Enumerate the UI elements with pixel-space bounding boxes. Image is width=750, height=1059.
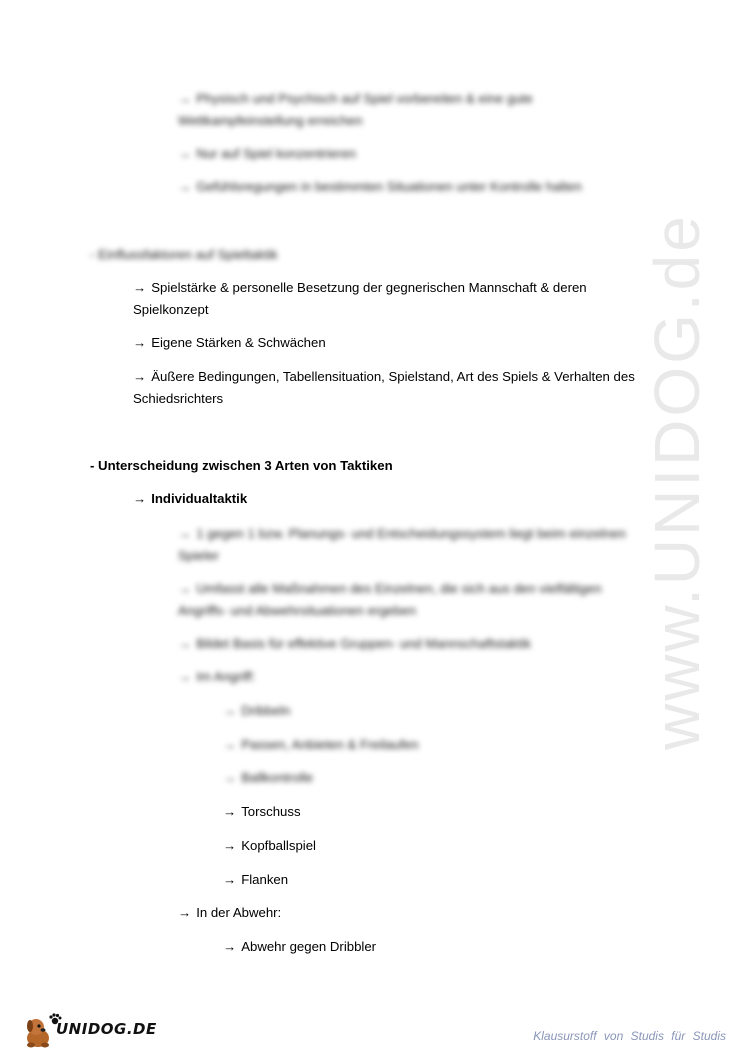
list-item-continuation: Angriffs- und Abwehrsituationen ergeben <box>178 603 417 618</box>
list-item: → Eigene Stärken & Schwächen <box>133 335 326 350</box>
footer-tagline: Klausurstoff von Studis für Studis <box>533 1029 726 1043</box>
unidog-logo[interactable] <box>22 1012 162 1052</box>
logo-text: UNIDOG.DE <box>56 1020 157 1038</box>
list-item: → Flanken <box>223 872 289 887</box>
list-item: → Spielstärke & personelle Besetzung der gegnerischen Mannschaft & deren <box>133 280 587 295</box>
list-item: → Torschuss <box>223 804 301 819</box>
list-item: → In der Abwehr: <box>178 905 282 920</box>
list-item: → 1 gegen 1 bzw. Planungs- und Entscheidungssystem liegt beim einzelnen <box>178 526 626 541</box>
subheading: → Individualtaktik <box>133 491 248 506</box>
list-item: → Nur auf Spiel konzentrieren <box>178 146 356 161</box>
list-item: → Umfasst alle Maßnahmen des Einzelnen, die sich aus den vielfältigen <box>178 581 602 596</box>
watermark: www.UNIDOG.de <box>641 213 713 750</box>
list-item: → Physisch und Psychisch auf Spiel vorbereiten & eine gute <box>178 91 533 106</box>
list-item-continuation: Spieler <box>178 548 220 563</box>
list-item: → Abwehr gegen Dribbler <box>223 939 377 954</box>
list-item-continuation: Spielkonzept <box>133 302 209 317</box>
list-item: → Im Angriff: <box>178 669 256 684</box>
section-heading: - Unterscheidung zwischen 3 Arten von Taktiken <box>90 458 393 473</box>
list-item: → Bildet Basis für effektive Gruppen- und Mannschaftstaktik <box>178 636 531 651</box>
list-item: → Gefühlsregungen in bestimmten Situationen unter Kontrolle halten <box>178 179 582 194</box>
list-item: → Ballkontrolle <box>223 770 314 785</box>
section-heading: - Einflussfaktoren auf Spieltaktik <box>90 247 278 262</box>
list-item: → Kopfballspiel <box>223 838 316 853</box>
list-item: → Passen, Anbieten & Freilaufen <box>223 737 419 752</box>
list-item: → Dribbeln <box>223 703 291 718</box>
list-item-continuation: Wettkampfeinstellung erreichen <box>178 113 363 128</box>
list-item: → Äußere Bedingungen, Tabellensituation, Spielstand, Art des Spiels & Verhalten des <box>133 369 635 384</box>
list-item-continuation: Schiedsrichters <box>133 391 224 406</box>
